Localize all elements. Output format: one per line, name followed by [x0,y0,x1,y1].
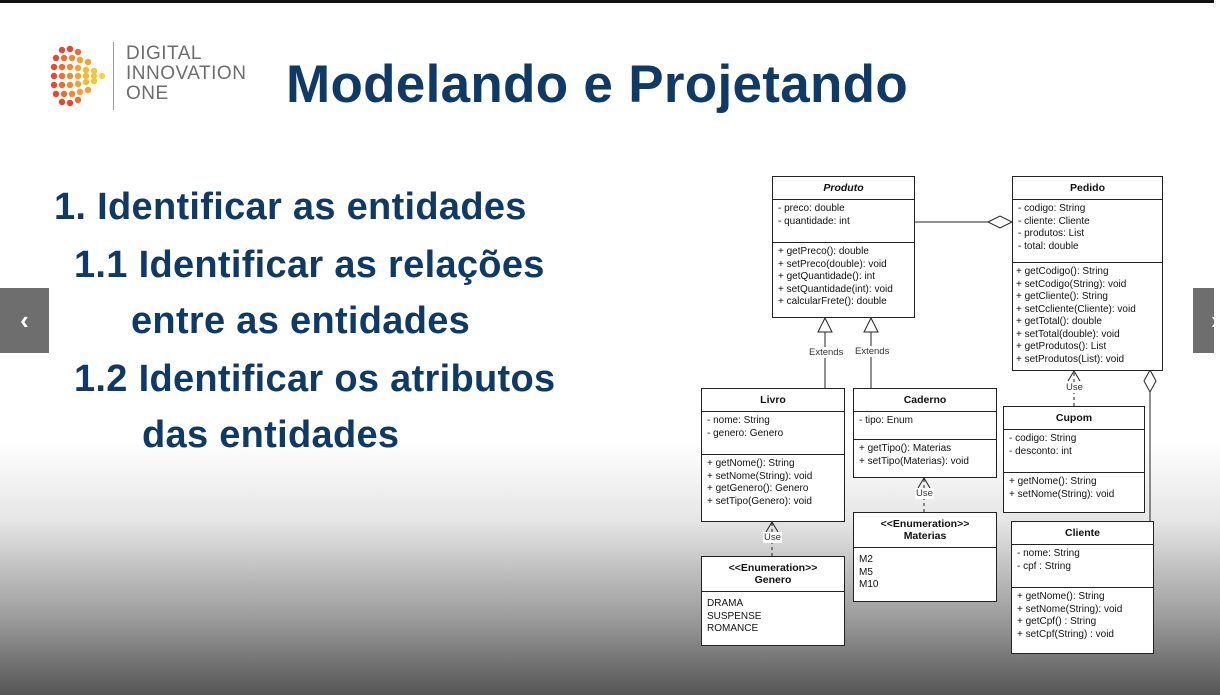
class-pedido-name: Pedido [1013,177,1162,200]
extends-label-caderno: Extends [855,346,890,357]
attribute: - cpf : String [1017,560,1071,572]
class-produto-name: Produto [773,177,914,200]
bullet-1-1-continued: entre as entidades [131,300,471,342]
enum-value: M5 [859,566,873,578]
method: + getCpf() : String [1017,616,1097,627]
extends-label-livro: Extends [809,347,844,358]
class-cliente-methods [1012,588,1153,644]
enum-value: M2 [859,554,873,565]
attribute: - nome: String [1017,548,1080,559]
method: + getQuantidade(): int [778,271,876,282]
use-label-materias: Use [916,488,933,499]
class-caderno-name: Caderno [854,389,996,412]
class-cupom-methods [1004,473,1144,504]
method: + setTotal(double): void [1016,328,1120,340]
attribute: - total: double [1018,240,1079,252]
attribute: - nome: String [707,415,770,426]
class-caderno[interactable] [853,388,997,478]
method: + getGenero(): Genero [707,483,809,494]
enum-genero[interactable] [701,556,845,646]
attribute: - cliente: Cliente [1018,215,1090,227]
class-pedido-methods [1013,263,1162,369]
use-label-cupom: Use [1066,382,1083,393]
class-cupom-name: Cupom [1004,407,1144,430]
class-livro-methods [702,455,844,511]
class-caderno-methods [854,440,996,471]
logo-line-2: INNOVATION [126,63,247,84]
attribute: - desconto: int [1009,445,1072,457]
attribute: - codigo: String [1009,433,1077,444]
method: + getPreco(): double [778,246,869,257]
enum-materias[interactable] [853,512,997,602]
enum-genero-values [702,592,844,644]
method: + getTotal(): double [1016,316,1102,327]
attribute: - genero: Genero [707,427,784,439]
use-label-genero: Use [764,532,781,543]
method: + setProdutos(List): void [1016,353,1125,365]
class-produto[interactable] [772,176,915,318]
enum-genero-name: Genero [754,574,792,586]
class-pedido[interactable] [1012,176,1163,371]
method: + setCodigo(String): void [1016,278,1127,290]
class-livro[interactable] [701,388,845,522]
attribute: - produtos: List [1018,228,1085,239]
method: + getProdutos(): List [1016,341,1107,352]
method: + setQuantidade(int): void [778,283,893,295]
enum-genero-header [702,557,844,592]
method: + setNome(String): void [1009,488,1115,500]
attribute: - tipo: Enum [859,415,913,426]
class-cupom-attributes [1004,430,1144,473]
bullet-1-2-continued: das entidades [142,414,400,456]
logo-line-1: DIGITAL [126,43,202,64]
bullet-1: 1. Identificar as entidades [54,186,527,228]
class-produto-methods [773,243,914,312]
method: + setTipo(Genero): void [707,495,812,507]
enum-materias-header [854,513,996,548]
chevron-right-icon: › [1211,305,1220,335]
method: + getNome(): String [707,458,795,469]
class-livro-name: Livro [702,389,844,412]
enum-value: ROMANCE [707,623,759,634]
enum-value: M10 [859,579,879,590]
generalization-arrow-caderno [864,318,878,332]
class-produto-attributes [773,200,914,243]
bullet-1-1: 1.1 Identificar as relações [74,244,545,286]
enum-materias-name: Materias [903,530,947,542]
method: + calcularFrete(): double [778,296,887,307]
enum-value: DRAMA [707,598,744,609]
method: + getNome(): String [1017,591,1105,602]
enum-stereotype: <<Enumeration>> [728,562,818,574]
class-pedido-attributes [1013,200,1162,263]
enum-materias-values [854,548,996,600]
aggregation-diamond-pedido [988,216,1012,228]
attribute: - codigo: String [1018,203,1086,214]
method: + getNome(): String [1009,476,1097,487]
bullet-1-2: 1.2 Identificar os atributos [74,358,556,400]
method: + getCodigo(): String [1016,266,1109,277]
generalization-arrow-livro [818,318,832,332]
logo-line-3: ONE [126,83,169,104]
method: + setNome(String): void [1017,603,1123,615]
enum-value: SUSPENSE [707,610,762,622]
enum-stereotype: <<Enumeration>> [880,518,970,530]
class-livro-attributes [702,412,844,455]
method: + getCliente(): String [1016,291,1108,302]
method: + getTipo(): Materias [859,443,952,454]
class-cliente-name: Cliente [1012,522,1153,545]
slide-title: Modelando e Projetando [286,55,909,114]
aggregation-diamond-cliente [1144,370,1156,392]
method: + setCcliente(Cliente): void [1016,303,1136,315]
method: + setPreco(double): void [778,258,887,270]
method: + setCpf(String) : void [1017,628,1114,640]
class-caderno-attributes [854,412,996,440]
attribute: - preco: double [778,203,845,214]
attribute: - quantidade: int [778,215,850,227]
class-cliente-attributes [1012,545,1153,588]
method: + setTipo(Materias): void [859,455,969,467]
method: + setNome(String): void [707,470,813,482]
chevron-left-icon: ‹ [20,305,29,335]
class-cliente[interactable] [1011,521,1154,654]
class-cupom[interactable] [1003,406,1145,513]
